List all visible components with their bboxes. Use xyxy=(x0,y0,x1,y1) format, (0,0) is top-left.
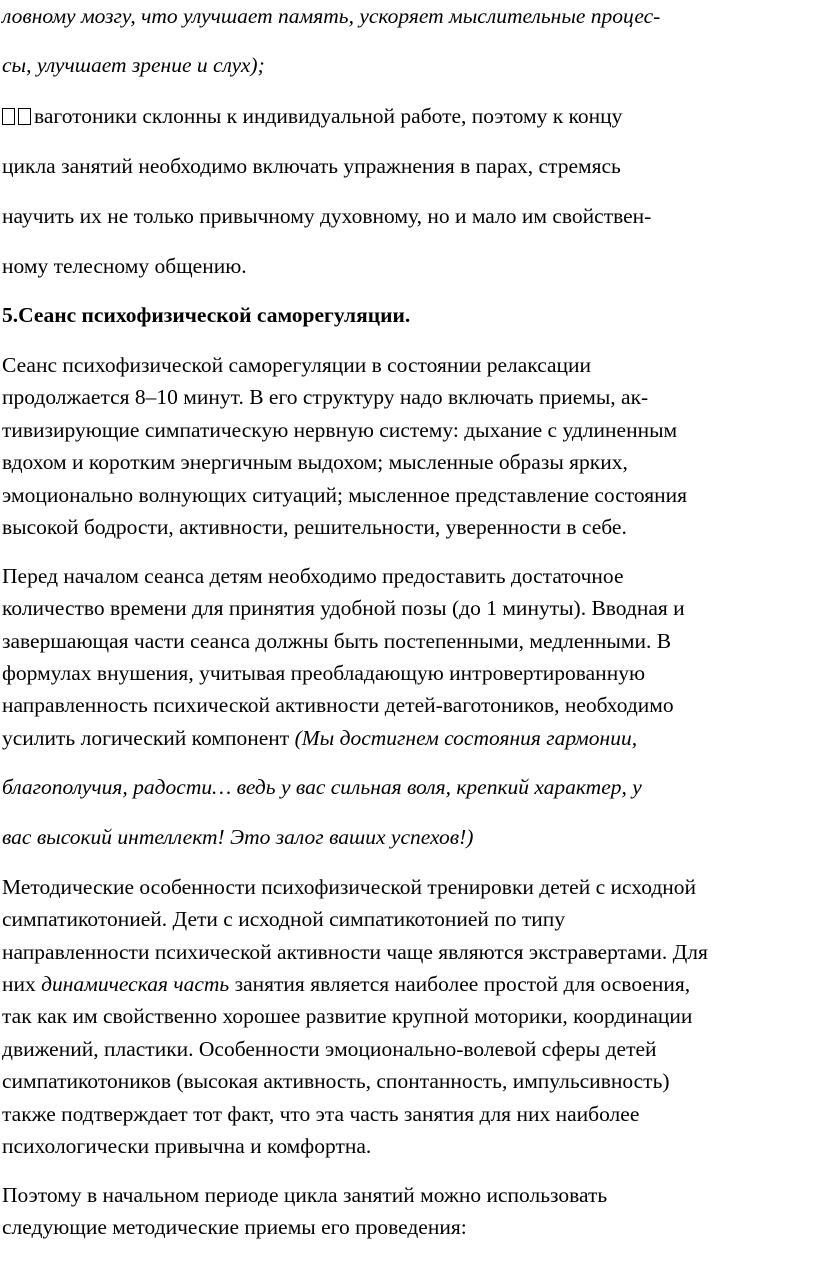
text-line: Методические особенности психофизической тренировки детей с исходной xyxy=(2,875,697,899)
text-line: ному телесному общению. xyxy=(2,254,247,278)
text-line: научить их не только привычному духовному, но и мало им свойствен- xyxy=(2,204,652,228)
text-line: эмоционально волнующих ситуаций; мысленное представление состояния xyxy=(2,483,687,507)
text-line: симпатикотоников (высокая активность, спонтанность, импульсивность) xyxy=(2,1069,670,1093)
text-line: следующие методические приемы его проведения: xyxy=(2,1215,467,1239)
text-line: Поэтому в начальном периоде цикла занятий можно использовать xyxy=(2,1183,608,1207)
text-line: ловному мозгу, что улучшает память, ускоряет мыслительные процес- xyxy=(2,4,661,28)
text-span: ваготоники склонны к индивидуальной работе, поэтому к концу xyxy=(34,104,623,128)
text-line: сы, улучшает зрение и слух); xyxy=(2,53,265,77)
missing-glyph-icon xyxy=(2,108,15,125)
section-heading: 5.Сеанс психофизической саморегуляции. xyxy=(2,303,411,327)
text-line: вас высокий интеллект! Это залог ваших успехов!) xyxy=(2,825,474,849)
mixed-line xyxy=(2,728,637,750)
text-line: так как им свойственно хорошее развитие крупной моторики, координации xyxy=(2,1004,693,1028)
text-line: симпатикотонией. Дети с исходной симпатикотонией по типу xyxy=(2,907,566,931)
text-line: цикла занятий необходимо включать упражнения в парах, стремясь xyxy=(2,154,621,178)
italic-span: динамическая часть xyxy=(41,972,230,996)
text-span: них xyxy=(2,972,42,996)
text-line: количество времени для принятия удобной позы (до 1 минуты). Вводная и xyxy=(2,596,685,620)
text-line: тивизирующие симпатическую нервную систему: дыхание с удлиненным xyxy=(2,418,678,442)
text-line: завершающая части сеанса должны быть постепенными, медленными. В xyxy=(2,629,672,653)
text-line: благополучия, радости… ведь у вас сильная воля, крепкий характер, у xyxy=(2,775,642,799)
text-line: Перед началом сеанса детям необходимо предоставить достаточное xyxy=(2,564,624,588)
text-span: усилить логический компонент xyxy=(2,726,295,750)
text-line: высокой бодрости, активности, решительности, уверенности в себе. xyxy=(2,515,627,539)
text-line: формулах внушения, учитывая преобладающую интровертированную xyxy=(2,661,646,685)
mixed-line xyxy=(2,974,690,996)
bullet-line xyxy=(2,106,622,128)
text-line: направленности психической активности чаще являются экстравертами. Для xyxy=(2,940,708,964)
text-line: движений, пластики. Особенности эмоционально-волевой сферы детей xyxy=(2,1037,657,1061)
text-span: занятия является наиболее простой для освоения, xyxy=(229,972,691,996)
text-line: продолжается 8–10 минут. В его структуру надо включать приемы, ак- xyxy=(2,385,649,409)
text-line: также подтверждает тот факт, что эта часть занятия для них наиболее xyxy=(2,1102,640,1126)
text-line: направленность психической активности детей-ваготоников, необходимо xyxy=(2,693,674,717)
italic-span: (Мы достигнем состояния гармонии, xyxy=(294,726,638,750)
text-line: Сеанс психофизической саморегуляции в состоянии релаксации xyxy=(2,353,592,377)
missing-glyph-icon xyxy=(18,108,31,125)
text-line: психологически привычна и комфортна. xyxy=(2,1134,372,1158)
text-line: вдохом и коротким энергичным выдохом; мысленные образы ярких, xyxy=(2,450,628,474)
